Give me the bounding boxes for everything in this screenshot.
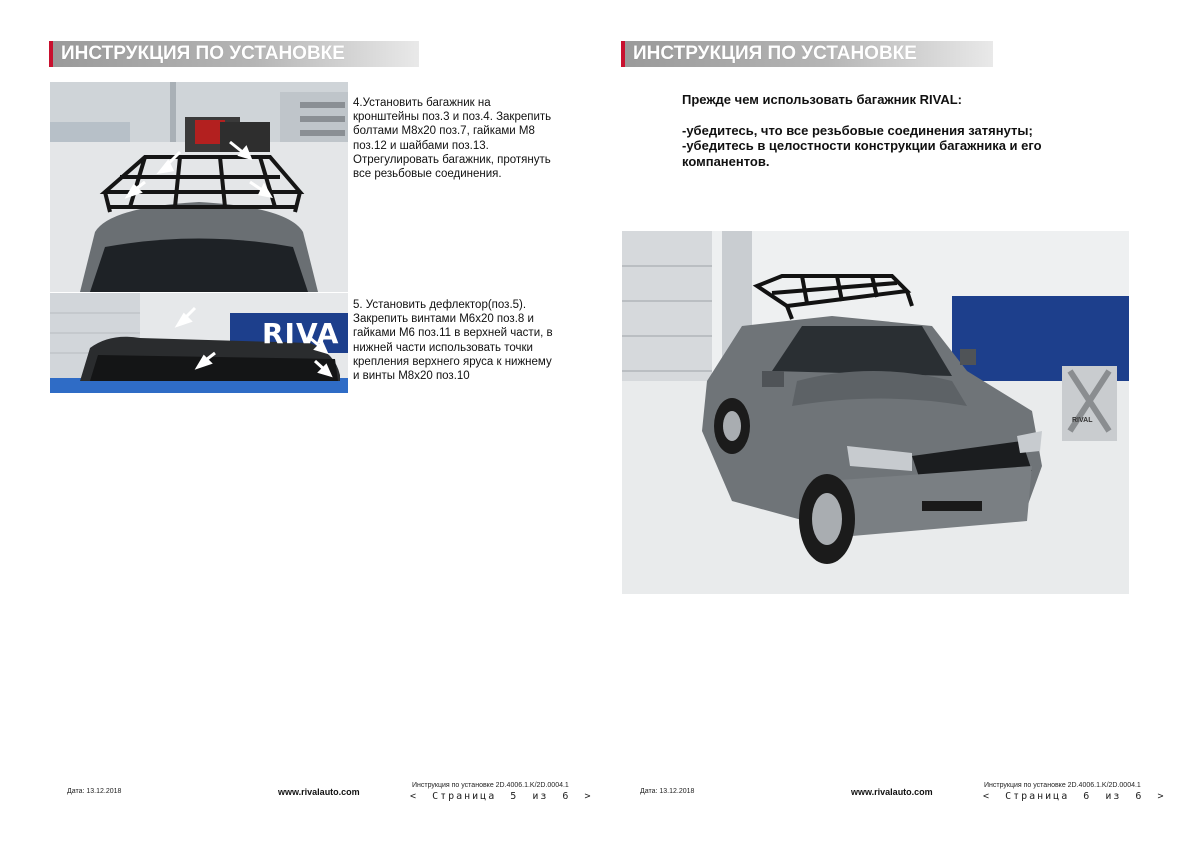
footer-document-id: Инструкция по установке 2D.4006.1.K/2D.0004.1 (984, 782, 1141, 789)
rival-stand-label: RIVAL (1072, 417, 1093, 424)
rival-wall-logo: RIVA (262, 317, 340, 350)
page-of-label: из (1105, 791, 1122, 802)
page-label: Страница (1005, 791, 1070, 802)
step-5-text: 5. Установить дефлектор(поз.5). Закрепить винтами М6х20 поз.8 и гайками М6 поз.11 в верхней части, в нижней части использовать точки крепления верхнего яруса к нижнему и винты М8х20 поз.10 (353, 299, 553, 383)
next-page-arrow[interactable]: > (1157, 791, 1166, 802)
page-number: 5 (510, 791, 519, 802)
prev-page-arrow[interactable]: < (983, 791, 992, 802)
photo-roof-rack-mounted (50, 82, 348, 292)
intro-text (682, 92, 1082, 169)
footer-website: www.rivalauto.com (278, 787, 360, 797)
photo-deflector (50, 293, 348, 393)
right-page (600, 0, 1200, 848)
page-navigation (983, 791, 1172, 802)
intro-check-integrity: -убедитесь в целостности конструкции багажника и его компанентов. (682, 138, 1042, 169)
section-header: ИНСТРУКЦИЯ ПО УСТАНОВКЕ (621, 41, 993, 67)
section-header: ИНСТРУКЦИЯ ПО УСТАНОВКЕ (49, 41, 419, 67)
photo-pickup-with-roof-rack (622, 231, 1129, 594)
footer-website: www.rivalauto.com (851, 787, 933, 797)
footer-date: Дата: 13.12.2018 (640, 788, 695, 795)
page-total: 6 (1135, 791, 1144, 802)
step-4-text: 4.Установить багажник на кронштейны поз.3 и поз.4. Закрепить болтами М8х20 поз.7, гайками М8 поз.12 и шайбами поз.13. Отрегулировать багажник, протянуть все резьбовые соединения. (353, 97, 552, 181)
intro-title: Прежде чем использовать багажник RIVAL: (682, 92, 962, 107)
prev-page-arrow[interactable]: < (410, 791, 419, 802)
page-total: 6 (562, 791, 571, 802)
footer-document-id: Инструкция по установке 2D.4006.1.K/2D.0004.1 (412, 782, 569, 789)
page-number: 6 (1083, 791, 1092, 802)
page-label: Страница (432, 791, 497, 802)
next-page-arrow[interactable]: > (584, 791, 593, 802)
page-of-label: из (532, 791, 549, 802)
page-navigation (410, 791, 599, 802)
intro-check-bolts: -убедитесь, что все резьбовые соединения затянуты; (682, 122, 1033, 138)
footer-date: Дата: 13.12.2018 (67, 788, 122, 795)
